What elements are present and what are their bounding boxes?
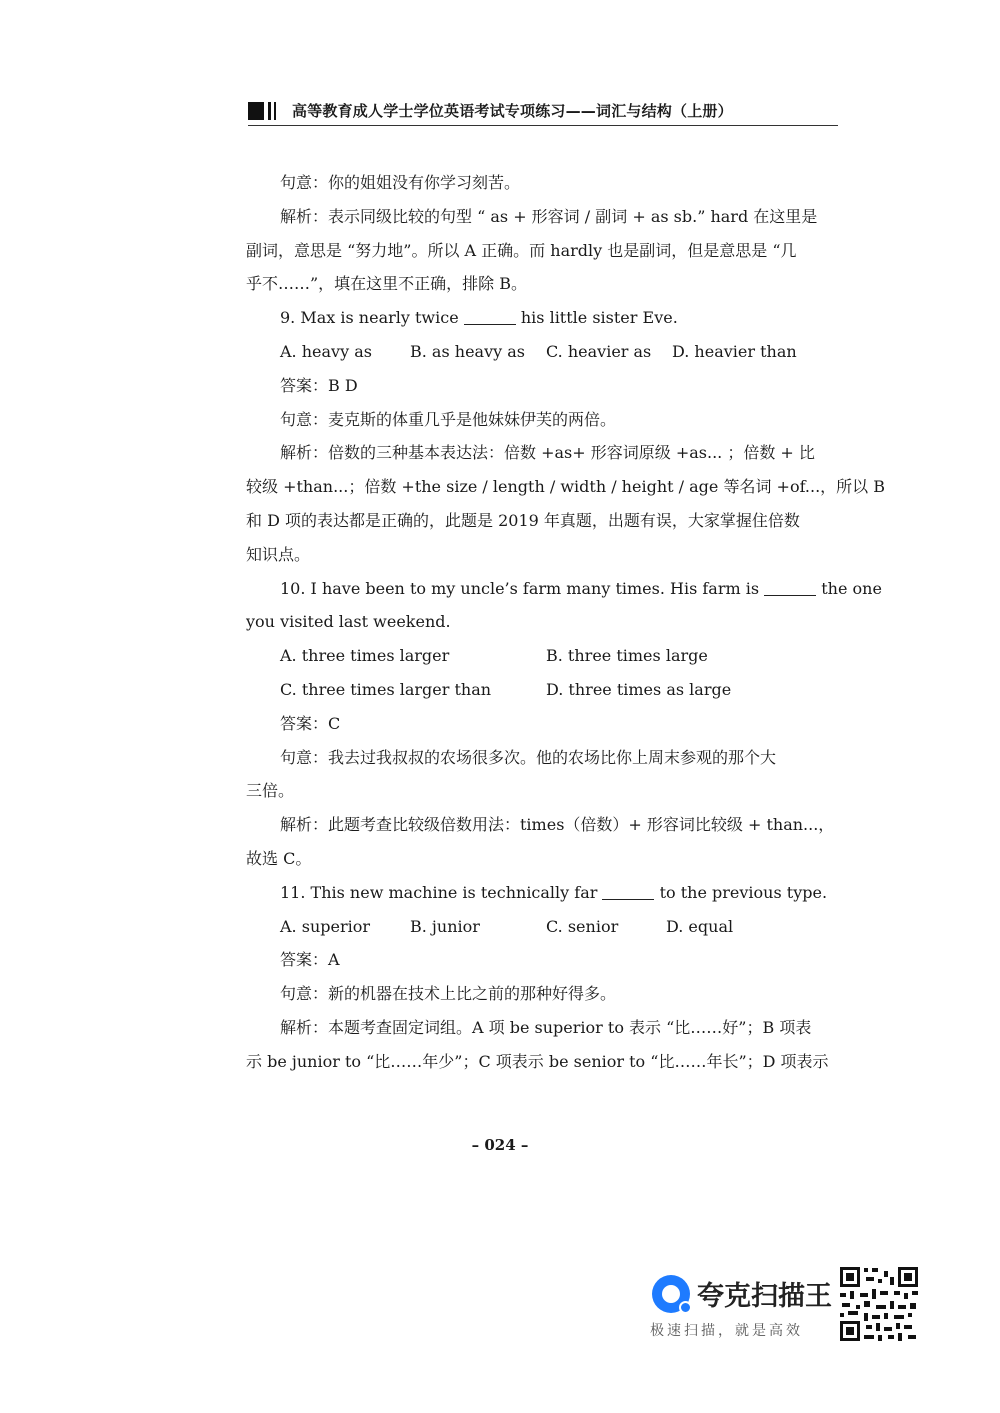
meaning-line: 句意：新的机器在技术上比之前的那种好得多。 <box>280 984 617 1004</box>
option-b: B. junior <box>410 916 480 936</box>
option-b: B. three times large <box>546 646 708 666</box>
stem-text: 11. This new machine is technically far <box>280 882 603 902</box>
question-10-stem-cont: you visited last weekend. <box>246 612 451 632</box>
stem-text: to the previous type. <box>654 882 828 902</box>
question-11-stem <box>246 876 848 910</box>
explanation-line: 示 be junior to “比……年少”；C 项表示 be senior to “比……年长”；D 项表示 <box>246 1051 829 1071</box>
option-c: C. senior <box>546 916 619 936</box>
explanation-line: 较级 +than...；倍数 +the size / length / width / height / age 等名词 +of...，所以 B <box>246 477 886 497</box>
meaning-line: 三倍。 <box>246 781 295 801</box>
meaning-line: 句意：麦克斯的体重几乎是他妹妹伊芙的两倍。 <box>280 409 617 429</box>
answer-line: 答案：B D <box>280 375 358 395</box>
text-line: 乎不……”，填在这里不正确，排除 B。 <box>246 274 528 294</box>
explanation-line: 故选 C。 <box>246 848 312 868</box>
explanation-line: 解析：倍数的三种基本表达法：倍数 +as+ 形容词原级 +as... ；倍数 + 比 <box>280 443 815 463</box>
question-11-options <box>246 910 848 944</box>
question-10-options-row2 <box>246 673 848 707</box>
watermark-subtitle: 极速扫描，就是高效 <box>650 1323 803 1339</box>
header-mark-bar <box>274 102 276 120</box>
option-b: B. as heavy as <box>410 341 525 361</box>
answer-line: 答案：A <box>280 950 340 970</box>
option-a: A. heavy as <box>280 341 372 361</box>
option-d: D. equal <box>666 916 734 936</box>
question-10-stem <box>246 572 882 606</box>
answer-line: 答案：C <box>280 713 341 733</box>
text-line: 解析：表示同级比较的句型 “ as + 形容词 / 副词 + as sb.” hard 在这里是 <box>280 206 818 226</box>
stem-text: 10. I have been to my uncle’s farm many times. His farm is <box>280 578 765 598</box>
question-9-options <box>246 335 848 369</box>
question-10-options-row1 <box>246 639 848 673</box>
text-line: 句意：你的姐姐没有你学习刻苦。 <box>280 173 521 192</box>
stem-text: his little sister Eve. <box>515 308 678 328</box>
watermark-title: 夸克扫描王 <box>697 1281 832 1312</box>
header-mark-bar <box>268 102 271 120</box>
page-number: – 024 – <box>471 1136 529 1154</box>
header-rule <box>248 125 838 126</box>
option-d: D. three times as large <box>546 679 732 699</box>
answer-blank <box>464 306 516 325</box>
page-body <box>246 166 886 1079</box>
option-a: A. three times larger <box>280 646 450 666</box>
option-a: A. superior <box>280 916 370 936</box>
explanation-line: 解析：此题考查比较级倍数用法：times（倍数）+ 形容词比较级 + than...， <box>280 815 835 835</box>
option-c: C. heavier as <box>546 341 652 361</box>
qr-code-icon <box>838 1265 920 1343</box>
meaning-line: 句意：我去过我叔叔的农场很多次。他的农场比你上周末参观的那个大 <box>280 747 777 767</box>
header-title: 高等教育成人学士学位英语考试专项练习——词汇与结构（上册） <box>292 102 733 120</box>
stem-text: 9. Max is nearly twice <box>280 308 464 328</box>
explanation-line: 和 D 项的表达都是正确的，此题是 2019 年真题，出题有误，大家掌握住倍数 <box>246 510 800 530</box>
answer-blank <box>764 577 816 596</box>
option-c: C. three times larger than <box>280 679 492 699</box>
option-d: D. heavier than <box>672 341 797 361</box>
answer-blank <box>602 881 654 900</box>
stem-text: the one <box>816 578 882 598</box>
header-mark <box>248 102 264 120</box>
scanner-logo-icon <box>652 1275 690 1313</box>
question-9-stem <box>246 301 848 335</box>
explanation-line: 知识点。 <box>246 544 311 564</box>
text-line: 副词，意思是 “努力地”。所以 A 正确。而 hardly 也是副词，但是意思是 “几 <box>246 240 797 260</box>
explanation-line: 解析：本题考查固定词组。A 项 be superior to 表示 “比……好”；B 项表 <box>280 1017 812 1037</box>
running-header <box>248 98 838 128</box>
